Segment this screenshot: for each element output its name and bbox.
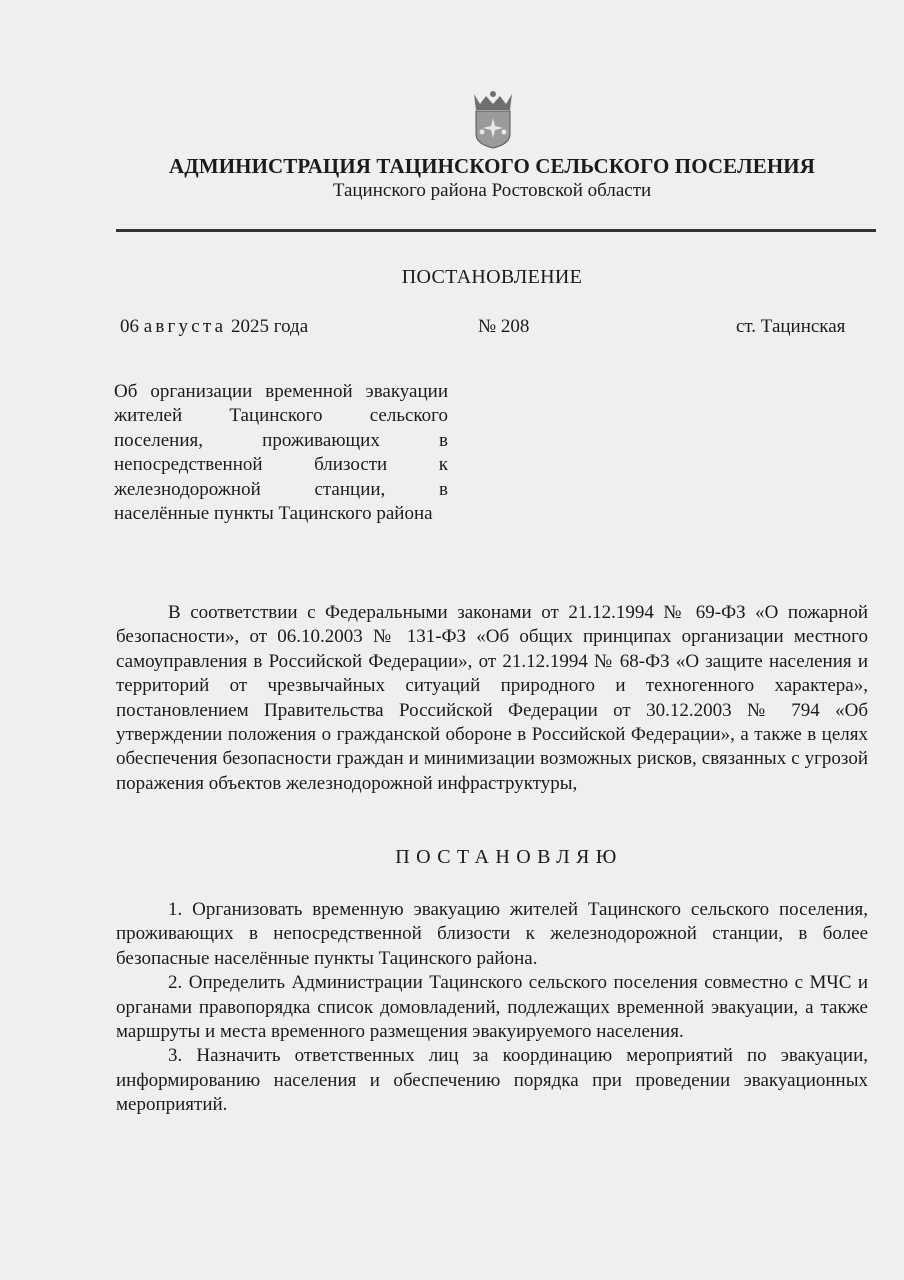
preamble-text: В соответствии с Федеральными законами от 21.12.1994 № 69-ФЗ «О пожарной безопасности», от 06.10.2003 № 131-ФЗ «Об общих принципах организации местного самоуправления в Российской Федерации», от 21.12.1994 № 68-ФЗ «О защите населения и территорий от чрезвычайных ситуаций природного и техногенного характера», постановлением Правительства Российской Федерации от 30.12.2003 № 794 «Об утверждении положения о гражданской обороне в Российской Федерации», а также в целях обеспечения безопасности граждан и минимизации возможных рисков, связанных с угрозой поражения объектов железнодорожной инфраструктуры, xyxy=(116,602,868,794)
coat-of-arms-emblem xyxy=(462,88,524,150)
resolution-items xyxy=(116,898,868,1118)
item-text: Назначить ответственных лиц за координацию мероприятий по эвакуации, информированию населения и обеспечению порядка при проведении эвакуационных мероприятий. xyxy=(116,1045,868,1116)
document-date xyxy=(120,316,308,338)
header-divider xyxy=(116,229,876,232)
resolve-heading: ПОСТАНОВЛЯЮ xyxy=(395,846,623,868)
preamble xyxy=(116,601,868,796)
document-place: ст. Тацинская xyxy=(736,316,846,337)
item-number: 2. xyxy=(168,972,183,994)
item-text: Организовать временную эвакуацию жителей Тацинского сельского поселения, проживающих в непосредственной близости к железнодорожной станции, в более безопасные населённые пункты Тацинского района. xyxy=(116,899,868,969)
resolution-item xyxy=(116,1044,868,1117)
organization-title: АДМИНИСТРАЦИЯ ТАЦИНСКОГО СЕЛЬСКОГО ПОСЕЛЕНИЯ xyxy=(169,154,815,178)
resolution-item xyxy=(116,898,868,971)
document-number: № 208 xyxy=(478,316,530,337)
resolution-item xyxy=(116,971,868,1044)
date-year: 2025 года xyxy=(231,316,309,337)
organization-subtitle: Тацинского района Ростовской области xyxy=(332,180,652,201)
item-number: 3. xyxy=(168,1045,183,1067)
date-day: 06 xyxy=(120,316,139,337)
document-type: ПОСТАНОВЛЕНИЕ xyxy=(401,266,583,288)
document-subject: Об организации временной эвакуации жителей Тацинского сельского поселения, проживающих в непосредственной близости к железнодорожной станции, в населённые пункты Тацинского района xyxy=(114,381,448,525)
item-text: Определить Администрации Тацинского сельского поселения совместно с МЧС и органами правопорядка список домовладений, подлежащих временной эвакуации, а также маршруты и места временного размещения эвакуируемого населения. xyxy=(116,972,869,1043)
date-month: августа xyxy=(143,316,227,337)
item-number: 1. xyxy=(168,899,183,920)
